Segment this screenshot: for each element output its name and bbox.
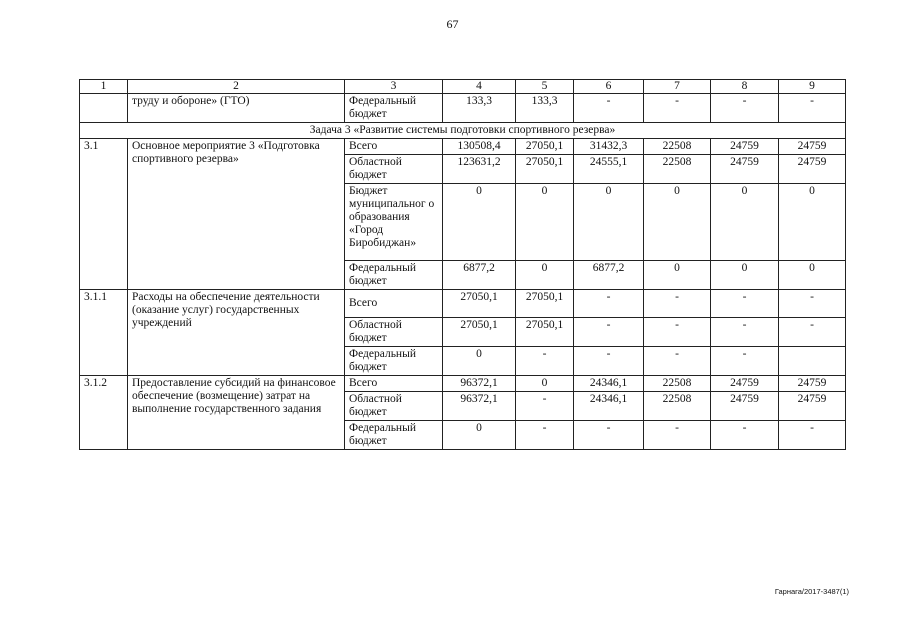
value-cell: -: [644, 94, 711, 123]
column-header: 9: [779, 80, 846, 94]
table-row: [80, 139, 846, 155]
funding-source: Областной бюджет: [345, 392, 443, 421]
activity-name: Расходы на обеспечение деятельности (оказание услуг) государственных учреждений: [128, 290, 345, 376]
column-number-row: [80, 80, 846, 94]
value-cell: -: [644, 290, 711, 318]
funding-source: Бюджет муниципальног о образования «Город Биробиджан»: [345, 184, 443, 261]
value-cell: 22508: [644, 376, 711, 392]
value-cell: -: [711, 318, 779, 347]
value-cell: 24759: [779, 376, 846, 392]
value-cell: 130508,4: [443, 139, 516, 155]
value-cell: -: [574, 290, 644, 318]
funding-source: Всего: [345, 376, 443, 392]
funding-source: Федеральный бюджет: [345, 347, 443, 376]
column-header: 6: [574, 80, 644, 94]
funding-source: Федеральный бюджет: [345, 421, 443, 450]
value-cell: -: [516, 421, 574, 450]
item-number: 3.1.1: [80, 290, 128, 376]
value-cell: 0: [711, 261, 779, 290]
value-cell: -: [644, 318, 711, 347]
value-cell: 27050,1: [516, 139, 574, 155]
document-code: Гарнага/2017-3487(1): [774, 587, 849, 596]
value-cell: 0: [644, 184, 711, 261]
budget-table: [79, 79, 846, 450]
value-cell: 27050,1: [516, 155, 574, 184]
value-cell: -: [574, 421, 644, 450]
value-cell: -: [779, 421, 846, 450]
value-cell: -: [779, 94, 846, 123]
table-row: [80, 376, 846, 392]
column-header: 1: [80, 80, 128, 94]
funding-source: Федеральный бюджет: [345, 94, 443, 123]
value-cell: 0: [516, 376, 574, 392]
value-cell: -: [644, 421, 711, 450]
value-cell: 27050,1: [516, 290, 574, 318]
value-cell: 0: [443, 184, 516, 261]
value-cell: 133,3: [516, 94, 574, 123]
value-cell: 27050,1: [516, 318, 574, 347]
value-cell: -: [779, 318, 846, 347]
funding-source: Областной бюджет: [345, 155, 443, 184]
task-header-row: [80, 123, 846, 139]
value-cell: 0: [443, 347, 516, 376]
value-cell: 96372,1: [443, 376, 516, 392]
value-cell: 24759: [711, 139, 779, 155]
value-cell: 0: [516, 184, 574, 261]
table-row: [80, 290, 846, 318]
value-cell: 96372,1: [443, 392, 516, 421]
column-header: 8: [711, 80, 779, 94]
value-cell: 24759: [711, 376, 779, 392]
column-header: 3: [345, 80, 443, 94]
value-cell: 27050,1: [443, 290, 516, 318]
value-cell: 123631,2: [443, 155, 516, 184]
value-cell: 22508: [644, 392, 711, 421]
funding-source: Всего: [345, 290, 443, 318]
value-cell: 24759: [779, 392, 846, 421]
value-cell: 24346,1: [574, 392, 644, 421]
funding-source: Федеральный бюджет: [345, 261, 443, 290]
page-number: 67: [446, 17, 459, 31]
activity-name: Основное мероприятие 3 «Подготовка спортивного резерва»: [128, 139, 345, 290]
activity-name: труду и обороне» (ГТО): [128, 94, 345, 123]
value-cell: [779, 347, 846, 376]
value-cell: 24346,1: [574, 376, 644, 392]
item-number: 3.1: [80, 139, 128, 290]
value-cell: -: [711, 94, 779, 123]
value-cell: 24759: [711, 392, 779, 421]
value-cell: 6877,2: [443, 261, 516, 290]
value-cell: 24759: [779, 139, 846, 155]
item-number: 3.1.2: [80, 376, 128, 450]
value-cell: 24759: [779, 155, 846, 184]
value-cell: -: [574, 318, 644, 347]
value-cell: -: [574, 94, 644, 123]
value-cell: 22508: [644, 139, 711, 155]
funding-source: Областной бюджет: [345, 318, 443, 347]
value-cell: -: [574, 347, 644, 376]
column-header: 4: [443, 80, 516, 94]
funding-source: Всего: [345, 139, 443, 155]
value-cell: 6877,2: [574, 261, 644, 290]
task-header: Задача 3 «Развитие системы подготовки спортивного резерва»: [80, 123, 846, 139]
value-cell: -: [516, 347, 574, 376]
column-header: 2: [128, 80, 345, 94]
value-cell: 0: [644, 261, 711, 290]
column-header: 5: [516, 80, 574, 94]
value-cell: 0: [516, 261, 574, 290]
value-cell: 0: [779, 261, 846, 290]
activity-name: Предоставление субсидий на финансовое обеспечение (возмещение) затрат на выполнение государственного задания: [128, 376, 345, 450]
value-cell: -: [711, 421, 779, 450]
value-cell: 133,3: [443, 94, 516, 123]
value-cell: -: [644, 347, 711, 376]
value-cell: -: [779, 290, 846, 318]
value-cell: -: [711, 347, 779, 376]
value-cell: -: [516, 392, 574, 421]
value-cell: 0: [711, 184, 779, 261]
value-cell: 0: [779, 184, 846, 261]
value-cell: 24759: [711, 155, 779, 184]
value-cell: 27050,1: [443, 318, 516, 347]
value-cell: 22508: [644, 155, 711, 184]
value-cell: 31432,3: [574, 139, 644, 155]
table-row: [80, 94, 846, 123]
value-cell: 24555,1: [574, 155, 644, 184]
value-cell: -: [711, 290, 779, 318]
value-cell: 0: [574, 184, 644, 261]
value-cell: 0: [443, 421, 516, 450]
column-header: 7: [644, 80, 711, 94]
